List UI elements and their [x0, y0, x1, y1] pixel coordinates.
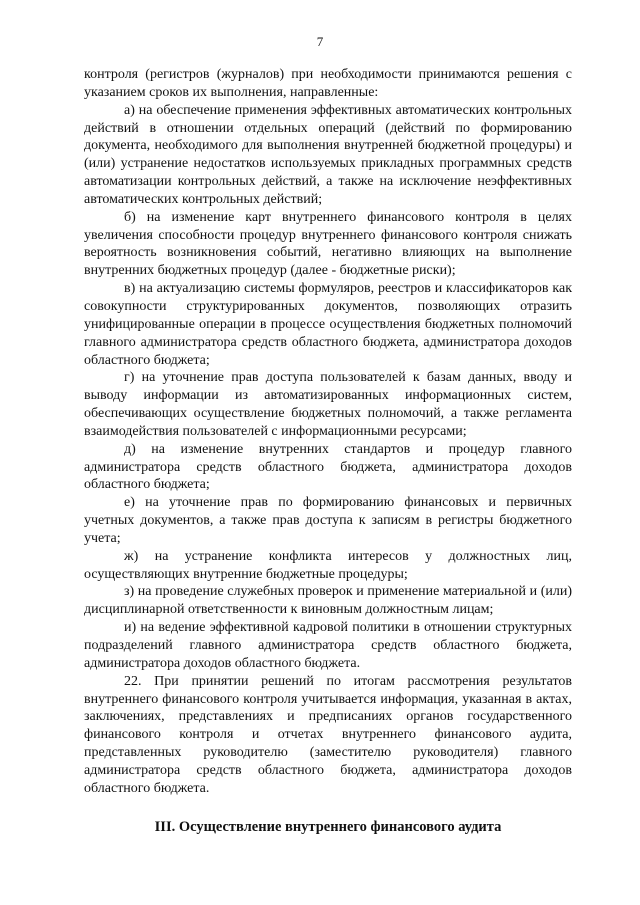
paragraph-intro: контроля (регистров (журналов) при необходимости принимаются решения с указанием сроков их выполнения, направленные:	[84, 67, 572, 100]
paragraph-item-i: и) на ведение эффективной кадровой политики в отношении структурных подразделений главного администратора средств областного бюджета, администратора доходов областного бюджета.	[84, 620, 572, 671]
document-body	[84, 66, 572, 798]
paragraph-item-z: з) на проведение служебных проверок и применение материальной и (или) дисциплинарной ответственности к виновным должностным лицам;	[84, 584, 572, 618]
section-heading: III. Осуществление внутреннего финансового аудита	[154, 819, 502, 835]
paragraph-item-v: в) на актуализацию системы формуляров, реестров и классификаторов как совокупности структурированных документов, позволяющих отразить унифицированные операции в процессе осуществления бюджетных полномочий главного администратора средств областного бюджета, администратора доходов областного бюджета;	[84, 281, 572, 368]
paragraph-item-a: а) на обеспечение применения эффективных автоматических контрольных действий в отношении отдельных операций (действий по формированию документа, необходимого для выполнения внутренней бюджетной процедуры) и (или) устранение недостатков используемых прикладных программных средств автоматизации контрольных действий, а также на исключение неэффективных автоматических контрольных действий;	[84, 102, 572, 207]
paragraph-item-g: г) на уточнение прав доступа пользователей к базам данных, вводу и выводу информации из автоматизированных информационных систем, обеспечивающих осуществление бюджетных полномочий, а также регламента взаимодействия пользователей с информационными ресурсами;	[84, 370, 572, 439]
paragraph-item-zh: ж) на устранение конфликта интересов у должностных лиц, осуществляющих внутренние бюджетные процедуры;	[84, 548, 572, 582]
paragraph-item-b: б) на изменение карт внутреннего финансового контроля в целях увеличения способности процедур внутреннего финансового контроля снижать вероятность возникновения событий, негативно влияющих на выполнение внутренних бюджетных процедур (далее - бюджетные риски);	[84, 209, 572, 279]
paragraph-item-e: е) на уточнение прав по формированию финансовых и первичных учетных документов, а также прав доступа к записям в регистры бюджетного учета;	[84, 495, 572, 546]
page-number: 7	[316, 34, 324, 49]
paragraph-clause-22: 22. При принятии решений по итогам рассмотрения результатов внутреннего финансового контроля учитывается информация, указанная в актах, заключениях, представлениях и предписаниях органов государственного финансового контроля и отчетах внутреннего финансового аудита, представленных руководителю (заместителю руководителя) главного администратора средств областного бюджета, администратора доходов областного бюджета.	[84, 673, 572, 796]
paragraph-item-d: д) на изменение внутренних стандартов и процедур главного администратора средств областного бюджета, администратора доходов областного бюджета;	[84, 441, 572, 493]
